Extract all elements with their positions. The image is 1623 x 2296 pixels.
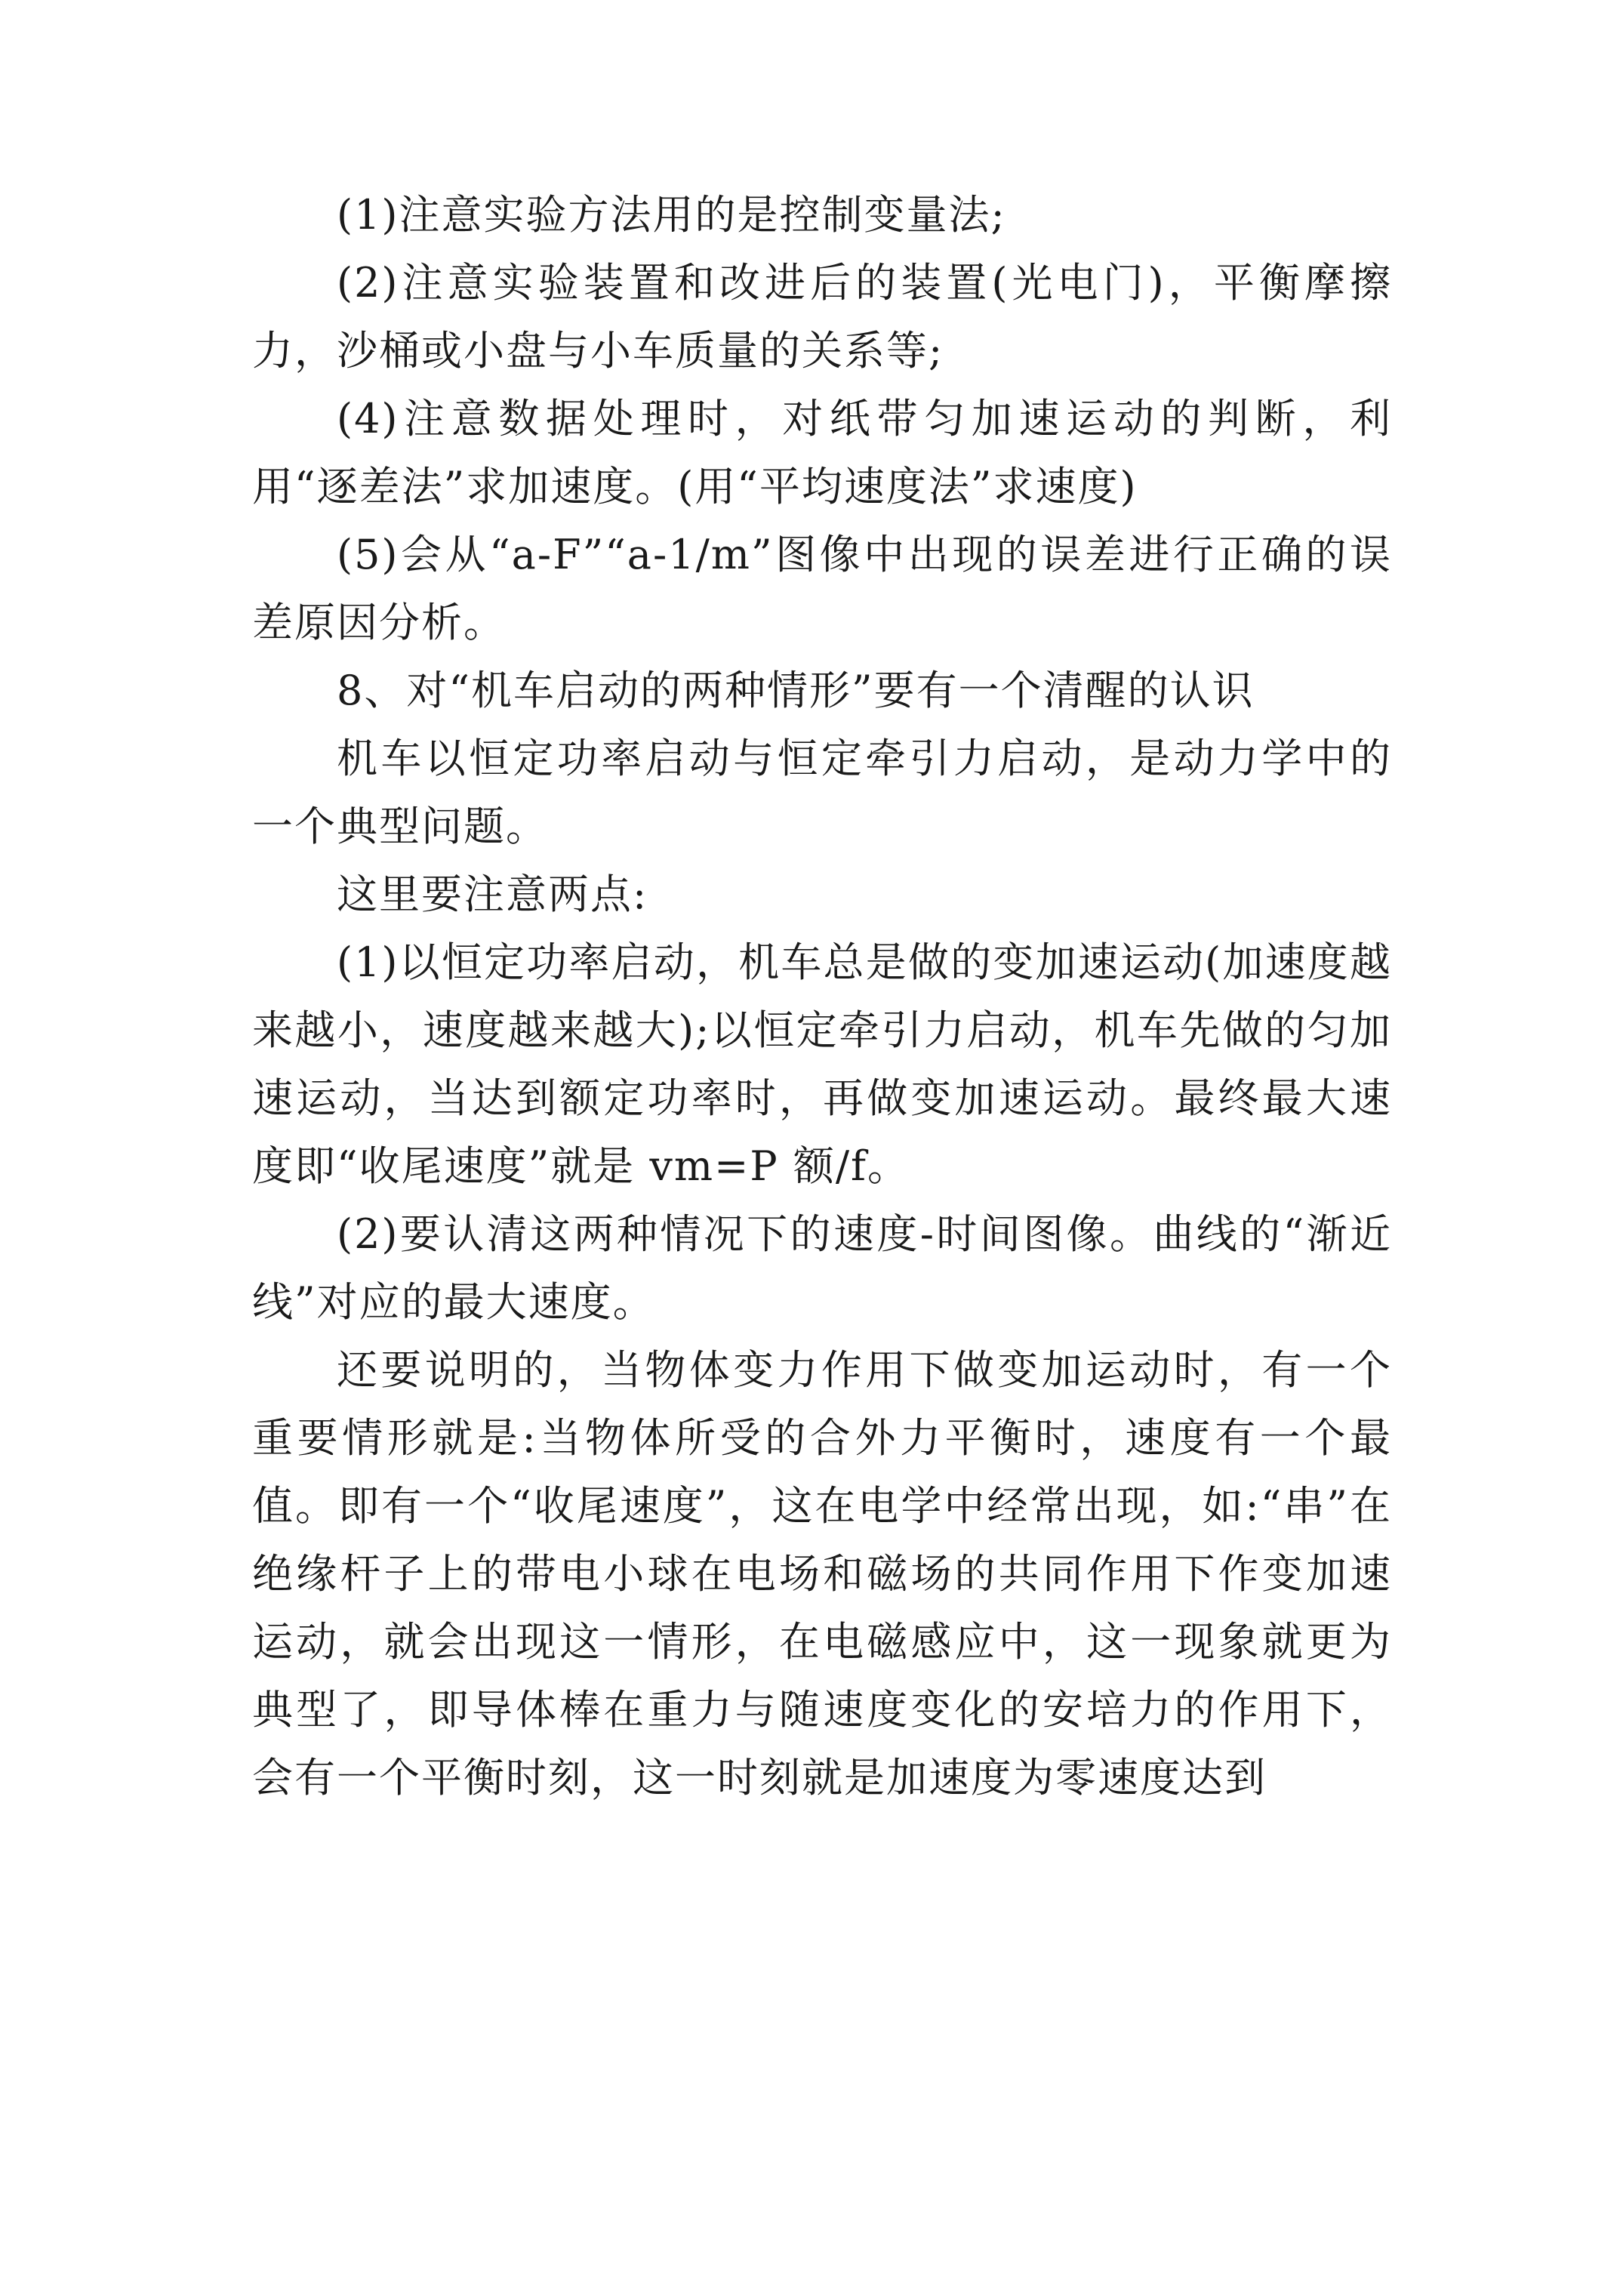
paragraph-intro: 机车以恒定功率启动与恒定牵引力启动，是动力学中的一个典型问题。 [252, 735, 1392, 850]
paragraph-point-1: (1)以恒定功率启动，机车总是做的变加速运动(加速度越来越小，速度越来越大);以恒定牵引力启动，机车先做的匀加速运动，当达到额定功率时，再做变加速运动。最终最大速度即“收尾速度”就是 vm=P 额/f。 [252, 938, 1392, 1190]
paragraph-note-2: (2)注意实验装置和改进后的装置(光电门)，平衡摩擦力，沙桶或小盘与小车质量的关系等; [252, 259, 1392, 374]
paragraph-two-points: 这里要注意两点: [337, 871, 648, 918]
paragraph-explanation: 还要说明的，当物体变力作用下做变加运动时，有一个重要情形就是:当物体所受的合外力平衡时，速度有一个最值。即有一个“收尾速度”，这在电学中经常出现，如:“串”在绝缘杆子上的带电小球在电场和磁场的共同作用下作变加速运动，就会出现这一情形，在电磁感应中，这一现象就更为典型了，即导体棒在重力与随速度变化的安培力的作用下，会有一个平衡时刻，这一时刻就是加速度为零速度达到 [252, 1346, 1392, 1801]
section-heading-8: 8、对“机车启动的两种情形”要有一个清醒的认识 [337, 667, 1255, 714]
body-text [252, 181, 1392, 1812]
paragraph-point-2: (2)要认清这两种情况下的速度-时间图像。曲线的“渐近线”对应的最大速度。 [252, 1210, 1392, 1326]
paragraph-note-4: (4)注意数据处理时，对纸带匀加速运动的判断，利用“逐差法”求加速度。(用“平均速度法”求速度) [252, 395, 1392, 510]
paragraph-note-5: (5)会从“a-F”“a-1/m”图像中出现的误差进行正确的误差原因分析。 [252, 531, 1392, 646]
paragraph-note-1: (1)注意实验方法用的是控制变量法; [337, 191, 1006, 239]
